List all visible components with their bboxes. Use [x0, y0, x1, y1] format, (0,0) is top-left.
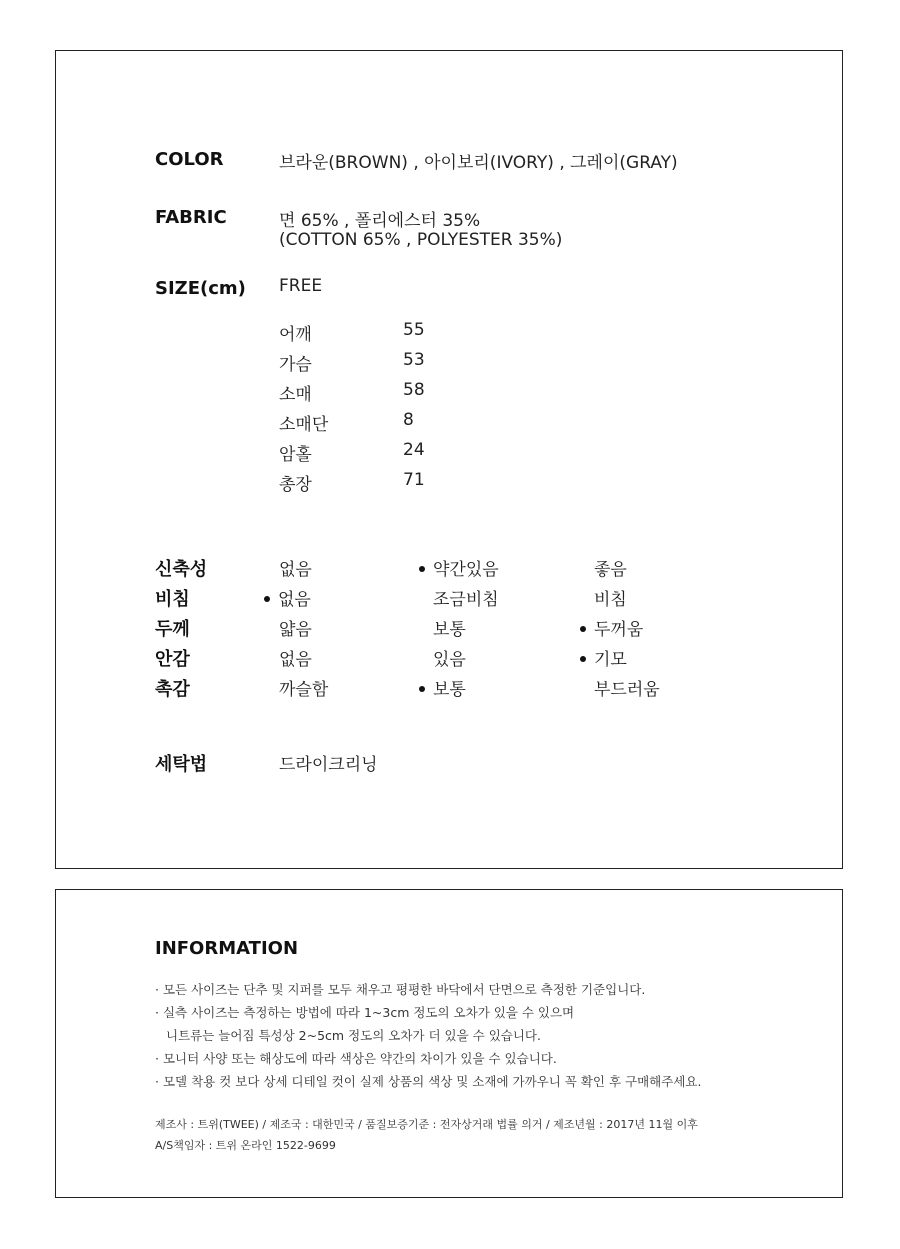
info-note-4: · 모델 착용 컷 보다 상세 디테일 컷이 실제 상품의 색상 및 소재에 가까우니 꼭 확인 후 구매해주세요. — [155, 1074, 702, 1089]
measurement-value-armhole: 24 — [403, 440, 425, 460]
attr-texture-opt-1: 보통 — [419, 675, 466, 700]
measurement-value-shoulder: 55 — [403, 320, 425, 340]
product-spec-panel — [55, 50, 843, 869]
size-value: FREE — [279, 276, 323, 296]
color-value: 브라운(BROWN) , 아이보리(IVORY) , 그레이(GRAY) — [279, 153, 678, 173]
measurement-value-chest: 53 — [403, 350, 425, 370]
fabric-value-line2: (COTTON 65% , POLYESTER 35%) — [279, 230, 563, 250]
washing-label: 세탁법 — [155, 754, 208, 775]
measurement-name-shoulder: 어깨 — [279, 325, 312, 345]
info-note-3: · 모니터 사양 또는 해상도에 따라 색상은 약간의 차이가 있을 수 있습니다. — [155, 1051, 557, 1066]
info-note-1: · 모든 사이즈는 단추 및 지퍼를 모두 채우고 평평한 바닥에서 단면으로 측정한 기준입니다. — [155, 982, 646, 997]
measurement-name-chest: 가슴 — [279, 355, 312, 375]
information-title: INFORMATION — [155, 938, 299, 959]
manufacturer-info: 제조사 : 트위(TWEE) / 제조국 : 대한민국 / 품질보증기준 : 전자상거래 법률 의거 / 제조년월 : 2017년 11월 이후 — [155, 1118, 698, 1131]
selected-dot-icon — [580, 656, 586, 662]
washing-value: 드라이크리닝 — [279, 755, 378, 775]
color-label: COLOR — [155, 149, 224, 170]
measurement-name-sleeve: 소매 — [279, 385, 312, 405]
measurement-value-cuff: 8 — [403, 410, 414, 430]
attr-thickness-opt-1: 보통 — [433, 620, 466, 640]
attr-label-thickness: 두께 — [155, 619, 190, 640]
attr-texture-opt-0: 까슬함 — [279, 680, 329, 700]
measurement-name-length: 총장 — [279, 475, 312, 495]
attr-texture-opt-2: 부드러움 — [594, 680, 660, 700]
attr-label-lining: 안감 — [155, 649, 190, 670]
measurement-name-armhole: 암홀 — [279, 445, 312, 465]
attr-sheerness-opt-2: 비침 — [594, 590, 627, 610]
attr-thickness-opt-0: 얇음 — [279, 620, 312, 640]
fabric-value-line1: 면 65% , 폴리에스터 35% — [279, 211, 481, 231]
information-panel — [55, 889, 843, 1198]
attr-sheerness-opt-1: 조금비침 — [433, 590, 499, 610]
info-note-2: · 실측 사이즈는 측정하는 방법에 따라 1~3cm 정도의 오차가 있을 수 있으며 — [155, 1005, 575, 1020]
fabric-label: FABRIC — [155, 207, 227, 228]
attr-stretch-opt-1: 약간있음 — [419, 555, 499, 580]
measurement-name-cuff: 소매단 — [279, 415, 329, 435]
attr-label-sheerness: 비침 — [155, 589, 190, 610]
attr-label-stretch: 신축성 — [155, 559, 208, 580]
attr-stretch-opt-2: 좋음 — [594, 560, 627, 580]
selected-dot-icon — [264, 596, 270, 602]
selected-dot-icon — [580, 626, 586, 632]
attr-lining-opt-1: 있음 — [433, 650, 466, 670]
selected-dot-icon — [419, 686, 425, 692]
attr-thickness-opt-2: 두꺼움 — [580, 615, 643, 640]
attr-lining-opt-0: 없음 — [279, 650, 312, 670]
measurement-value-length: 71 — [403, 470, 425, 490]
attr-label-texture: 촉감 — [155, 679, 190, 700]
as-contact-info: A/S책임자 : 트위 온라인 1522-9699 — [155, 1139, 336, 1152]
info-note-2-cont: 니트류는 늘어짐 특성상 2~5cm 정도의 오차가 더 있을 수 있습니다. — [166, 1028, 541, 1043]
measurement-value-sleeve: 58 — [403, 380, 425, 400]
size-label: SIZE(cm) — [155, 278, 246, 299]
selected-dot-icon — [419, 566, 425, 572]
attr-stretch-opt-0: 없음 — [279, 560, 312, 580]
attr-sheerness-opt-0: 없음 — [264, 585, 311, 610]
attr-lining-opt-2: 기모 — [580, 645, 627, 670]
